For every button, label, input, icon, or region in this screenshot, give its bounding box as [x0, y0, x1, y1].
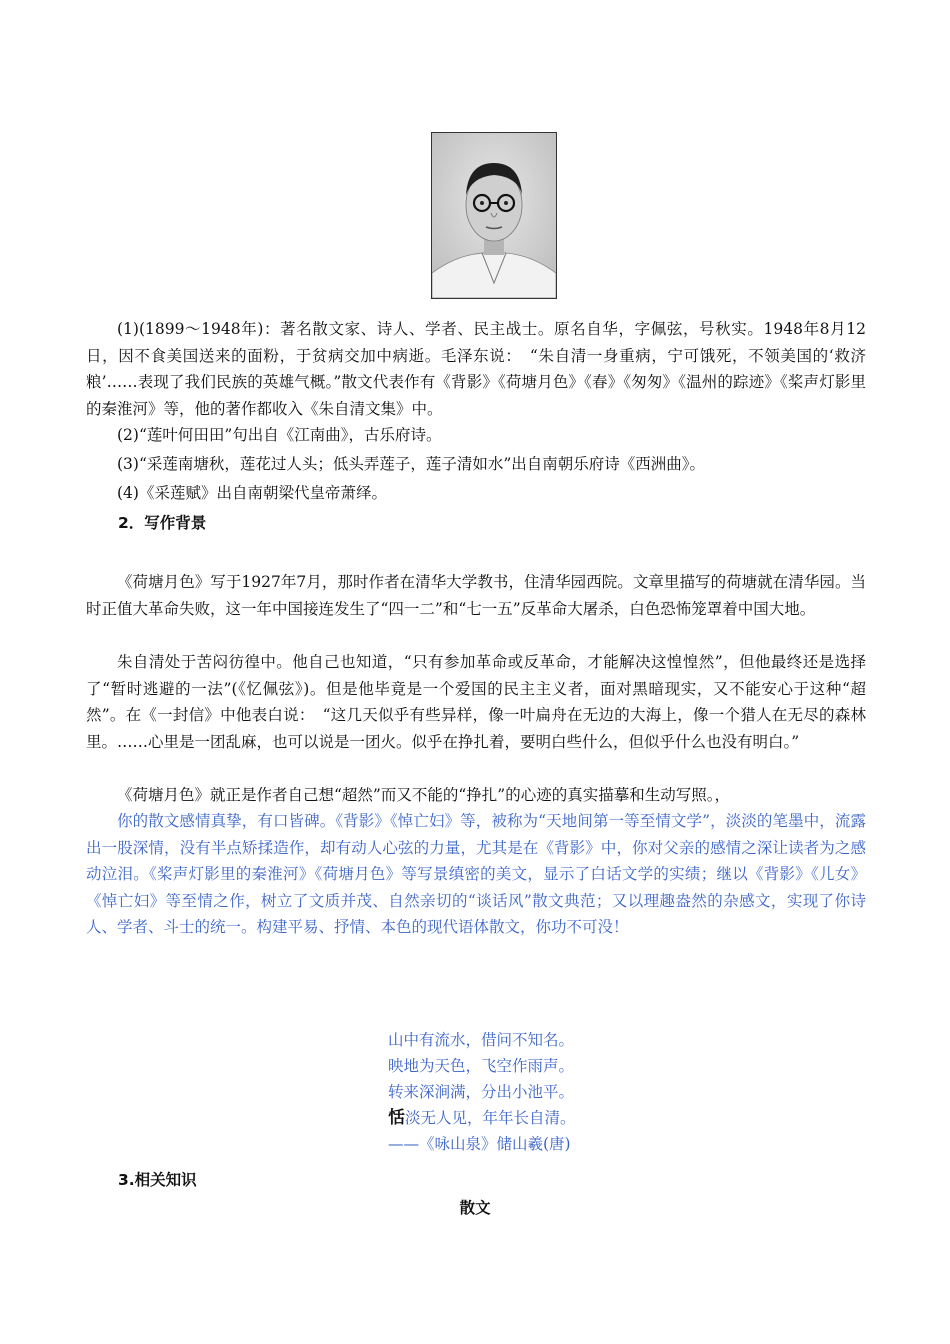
poem-source: ——《咏山泉》储山羲(唐): [388, 1135, 571, 1153]
note-1: (1)(1899～1948年)：著名散文家、诗人、学者、民主战士。原名自华，字佩弦，号秋实。1948年8月12日，因不食美国送来的面粉，于贫病交加中病逝。毛泽东说： “朱自清一身重病，宁可饿死，不领美国的‘救济粮’……表现了我们民族的英雄气概。”散文代表作有《背影》《荷塘月色》《春》《匆匆》《温州的踪迹》《桨声灯影里的秦淮河》等，他的著作都收入《朱自清文集》中。: [86, 320, 866, 418]
poem-line: 山中有流水，借问不知名。: [388, 1031, 575, 1049]
author-portrait: [431, 132, 557, 299]
note-2: (2)“莲叶何田田”句出自《江南曲》，古乐府诗。: [117, 426, 442, 444]
tribute-paragraph: 你的散文感情真挚，有口皆碑。《背影》《悼亡妇》等，被称为“天地间第一等至情文学”，淡淡的笔墨中，流露出一股深情，没有半点矫揉造作，却有动人心弦的力量，尤其是在《背影》中，你对父亲的感情之深让读者为之感动泣泪。《桨声灯影里的秦淮河》《荷塘月色》等写景缜密的美文，显示了白话文学的实绩；继以《背影》《儿女》《悼亡妇》等至情之作，树立了文质并茂、自然亲切的“谈话风”散文典范；又以理趣盎然的杂感文，实现了你诗人、学者、斗士的统一。构建平易、抒情、本色的现代语体散文，你功不可没！: [86, 812, 866, 936]
background-paragraph-3: 《荷塘月色》就正是作者自己想“超然”而又不能的“挣扎”的心迹的真实描摹和生动写照。，: [117, 786, 730, 804]
poem-line: 映地为天色，飞空作雨声。: [388, 1057, 575, 1075]
note-3: (3)“采莲南塘秋，莲花过人头；低头弄莲子，莲子清如水”出自南朝乐府诗《西洲曲》。: [117, 455, 706, 473]
section-heading-related: 3.相关知识: [118, 1171, 197, 1189]
section-heading-background: 2．写作背景: [118, 514, 207, 532]
subsection-title-prose: 散文: [459, 1199, 491, 1217]
poem-line-rest: 淡无人见，年年长自清。: [405, 1109, 576, 1127]
background-paragraph-2: 朱自清处于苦闷彷徨中。他自己也知道，“只有参加革命或反革命，才能解决这惶惶然”，但他最终还是选择了“暂时逃避的一法”(《忆佩弦》)。但是他毕竟是一个爱国的民主主义者，面对黑暗现实，又不能安心于这种“超然”。在《一封信》中他表白说： “这几天似乎有些异样，像一叶扁舟在无边的大海上，像一个猎人在无尽的森林里。……心里是一团乱麻，也可以说是一团火。似乎在挣扎着，要明白些什么，但似乎什么也没有明白。”: [86, 653, 866, 751]
poem-line: 转来深涧满，分出小池平。: [388, 1083, 575, 1101]
portrait-image: [432, 133, 556, 298]
note-4: (4)《采莲赋》出自南朝梁代皇帝萧绎。: [117, 484, 387, 502]
poem-block: [388, 1027, 576, 1157]
background-paragraph-1: 《荷塘月色》写于1927年7月，那时作者在清华大学教书，住清华园西院。文章里描写的荷塘就在清华园。当时正值大革命失败，这一年中国接连发生了“四一二”和“七一五”反革命大屠杀，白色恐怖笼罩着中国大地。: [86, 573, 866, 618]
poem-line: [388, 1105, 576, 1131]
poem-first-character: 恬: [388, 1108, 405, 1128]
